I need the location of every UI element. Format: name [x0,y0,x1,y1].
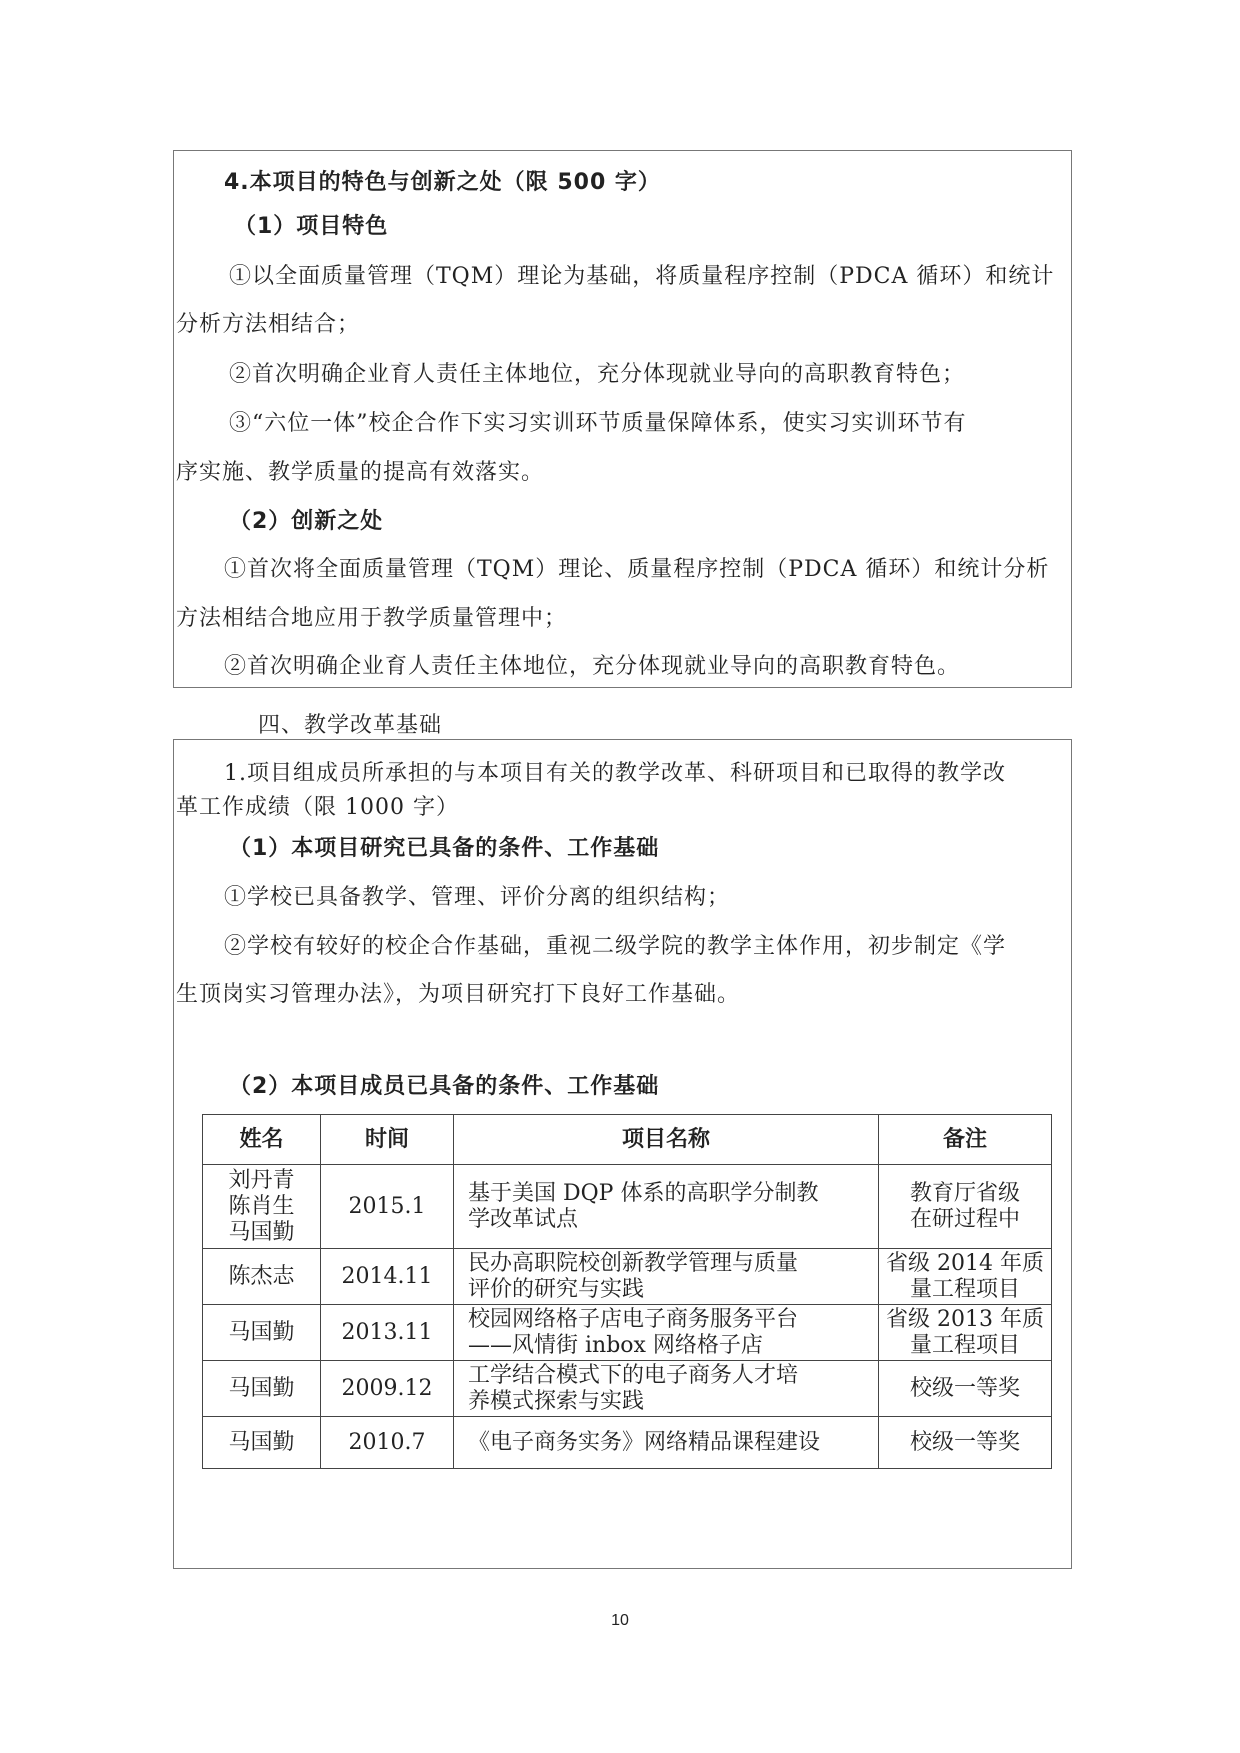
innovation-item-2: ②首次明确企业育人责任主体地位，充分体现就业导向的高职教育特色。 [224,654,961,679]
table-header-row [203,1115,1052,1165]
condition-item-1: ①学校已具备教学、管理、评价分离的组织结构； [224,885,731,910]
cell-note: 省级 2014 年质 量工程项目 [879,1249,1052,1305]
cell-name: 刘丹青 陈肖生 马国勤 [203,1165,321,1249]
basis-subheading-2: （2）本项目成员已具备的条件、工作基础 [229,1074,660,1099]
features-heading: 4.本项目的特色与创新之处（限 500 字） [224,170,661,195]
feature-item-3-line-2: 序实施、教学质量的提高有效落实。 [176,460,545,485]
table-row [203,1417,1052,1469]
innovation-item-1-line-1: ①首次将全面质量管理（TQM）理论、质量程序控制（PDCA 循环）和统计分析 [224,557,1050,582]
basis-intro-line-1: 1.项目组成员所承担的与本项目有关的教学改革、科研项目和已取得的教学改 [224,761,1006,786]
cell-note: 校级一等奖 [879,1361,1052,1417]
features-box [173,150,1072,688]
condition-item-2-line-1: ②学校有较好的校企合作基础，重视二级学院的教学主体作用，初步制定《学 [224,934,1007,959]
cell-name: 马国勤 [203,1361,321,1417]
cell-name: 陈杰志 [203,1249,321,1305]
cell-project: 民办高职院校创新教学管理与质量 评价的研究与实践 [454,1249,879,1305]
table-row [203,1361,1052,1417]
column-header: 时间 [321,1115,454,1165]
table-row [203,1249,1052,1305]
feature-item-2: ②首次明确企业育人责任主体地位，充分体现就业导向的高职教育特色； [229,362,966,387]
table-row [203,1305,1052,1361]
page-number: 10 [611,1612,629,1629]
cell-note: 校级一等奖 [879,1417,1052,1469]
cell-project: 基于美国 DQP 体系的高职学分制教 学改革试点 [454,1165,879,1249]
basis-subheading-1: （1）本项目研究已具备的条件、工作基础 [229,836,660,861]
cell-name: 马国勤 [203,1417,321,1469]
cell-name: 马国勤 [203,1305,321,1361]
feature-item-1-line-1: ①以全面质量管理（TQM）理论为基础，将质量程序控制（PDCA 循环）和统计 [229,264,1055,289]
cell-project: 校园网络格子店电子商务服务平台 ——风情街 inbox 网络格子店 [454,1305,879,1361]
cell-time: 2013.11 [321,1305,454,1361]
column-header: 姓名 [203,1115,321,1165]
cell-project: 《电子商务实务》网络精品课程建设 [454,1417,879,1469]
condition-item-2-line-2: 生顶岗实习管理办法》，为项目研究打下良好工作基础。 [176,982,741,1007]
cell-time: 2015.1 [321,1165,454,1249]
features-subheading: （1）项目特色 [234,214,389,239]
innovation-item-1-line-2: 方法相结合地应用于教学质量管理中； [176,606,568,631]
feature-item-1-line-2: 分析方法相结合； [176,312,361,337]
column-header: 备注 [879,1115,1052,1165]
cell-time: 2009.12 [321,1361,454,1417]
section-title: 四、教学改革基础 [258,713,443,738]
feature-item-3-line-1: ③“六位一体”校企合作下实习实训环节质量保障体系，使实习实训环节有 [229,411,967,436]
cell-time: 2010.7 [321,1417,454,1469]
column-header: 项目名称 [454,1115,879,1165]
innovation-subheading: （2）创新之处 [229,509,384,534]
cell-time: 2014.11 [321,1249,454,1305]
basis-intro-line-2: 革工作成绩（限 1000 字） [176,795,459,820]
achievements-table [202,1114,1052,1469]
cell-project: 工学结合模式下的电子商务人才培 养模式探索与实践 [454,1361,879,1417]
cell-note: 省级 2013 年质 量工程项目 [879,1305,1052,1361]
table-row [203,1165,1052,1249]
cell-note: 教育厅省级 在研过程中 [879,1165,1052,1249]
